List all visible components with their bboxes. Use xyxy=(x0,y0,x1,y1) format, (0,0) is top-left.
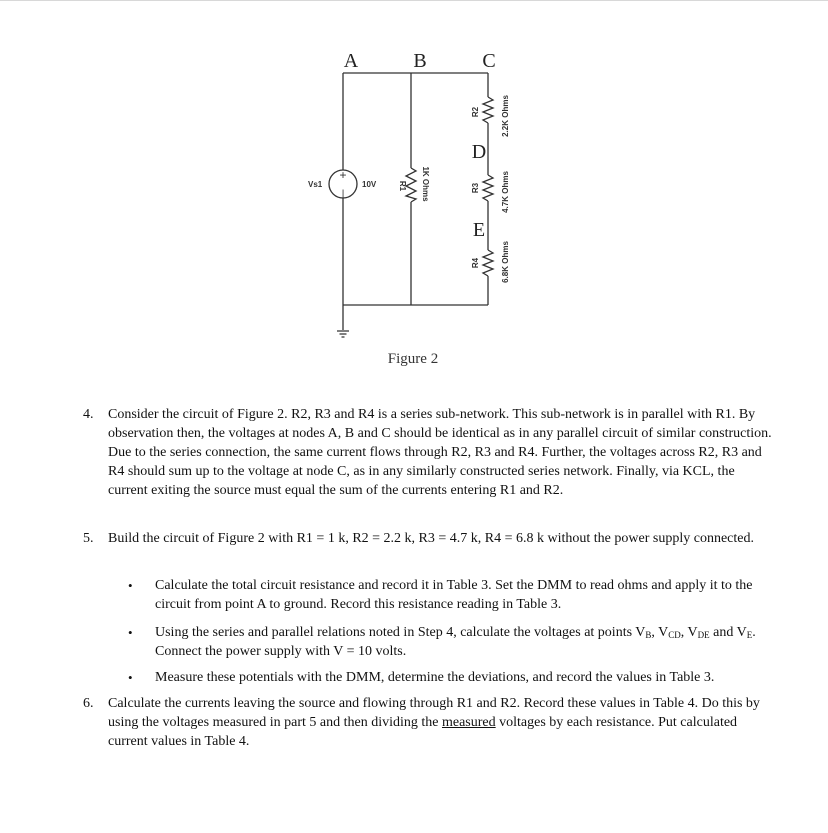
source-minus-sign: | xyxy=(341,189,345,200)
step-4-text: Consider the circuit of Figure 2. R2, R3 and R4 is a series sub-network. This sub-network is in parallel with R1. By observation then, the voltages at nodes A, B and C should be identical as in any parallel circuit of similar construction. Due to the series connection, the same current flows through R2, R3 and R4. Further, the voltages across R2, R3 and R4 should sum up to the voltage at node C, as in any similarly constructed series network. Finally, via KCL, the current exiting the source must equal the sum of the currents entering R1 and R2. xyxy=(108,407,772,498)
r2-zigzag xyxy=(483,97,493,123)
bullet-2-text: Using the series and parallel relations noted in Step 4, calculate the voltages at points $V_B$, $V_{CD}$, $V_{DE}$ and $V_E$. Connect the power supply with V = 10 volts. xyxy=(155,625,756,659)
r1-value: 1K Ohms xyxy=(421,166,430,202)
underlined-measured: measured xyxy=(441,715,496,730)
r3-zigzag xyxy=(483,175,493,201)
r2-value: 2.2K Ohms xyxy=(501,95,510,137)
step-5-bullet-1 xyxy=(128,576,773,614)
bullet-3-text: Measure these potentials with the DMM, determine the deviations, and record the values in Table 3. xyxy=(155,670,715,685)
node-e-label: E xyxy=(472,219,486,241)
node-b-label: B xyxy=(413,50,427,72)
bullet-icon: • xyxy=(128,625,133,640)
bullet-icon: • xyxy=(128,670,133,685)
step-5-text: Build the circuit of Figure 2 with R1 = 1 k, R2 = 2.2 k, R3 = 4.7 k, R4 = 6.8 k without the power supply connected. xyxy=(108,531,754,546)
r3-value: 4.7K Ohms xyxy=(501,171,510,213)
bullet-icon: • xyxy=(128,578,133,593)
step-5-bullet-3 xyxy=(128,668,773,687)
ground-icon xyxy=(337,331,349,337)
r4-zigzag xyxy=(483,250,493,276)
node-a-label: A xyxy=(343,50,359,72)
circuit-diagram xyxy=(0,0,828,380)
source-plus-sign: + xyxy=(339,168,347,182)
step-5-bullet-2 xyxy=(128,623,773,661)
source-value: 10V xyxy=(362,180,377,189)
source-name: Vs1 xyxy=(308,180,323,189)
r4-value: 6.8K Ohms xyxy=(501,241,510,283)
step-5 xyxy=(83,529,773,548)
r4-name: R4 xyxy=(471,257,480,269)
r1-name: R1 xyxy=(398,180,407,192)
r3-name: R3 xyxy=(471,182,480,194)
node-c-label: C xyxy=(482,50,496,72)
node-d-label: D xyxy=(471,141,487,163)
r2-name: R2 xyxy=(471,106,480,118)
bullet-1-text: Calculate the total circuit resistance and record it in Table 3. Set the DMM to read ohms and apply it to the circuit from point A to ground. Record this resistance reading in Table 3. xyxy=(155,578,753,612)
figure-caption: Figure 2 xyxy=(387,351,439,367)
step-4-number: 4. xyxy=(83,407,94,422)
step-6 xyxy=(83,694,773,751)
step-4 xyxy=(83,405,773,500)
step-5-number: 5. xyxy=(83,531,94,546)
step-6-number: 6. xyxy=(83,696,94,711)
step-6-text: Calculate the currents leaving the source and flowing through R1 and R2. Record these values in Table 4. Do this by using the voltages measured in part 5 and then dividing the measured voltages by each resistance. Put calculated current values in Table 4. xyxy=(108,696,760,749)
